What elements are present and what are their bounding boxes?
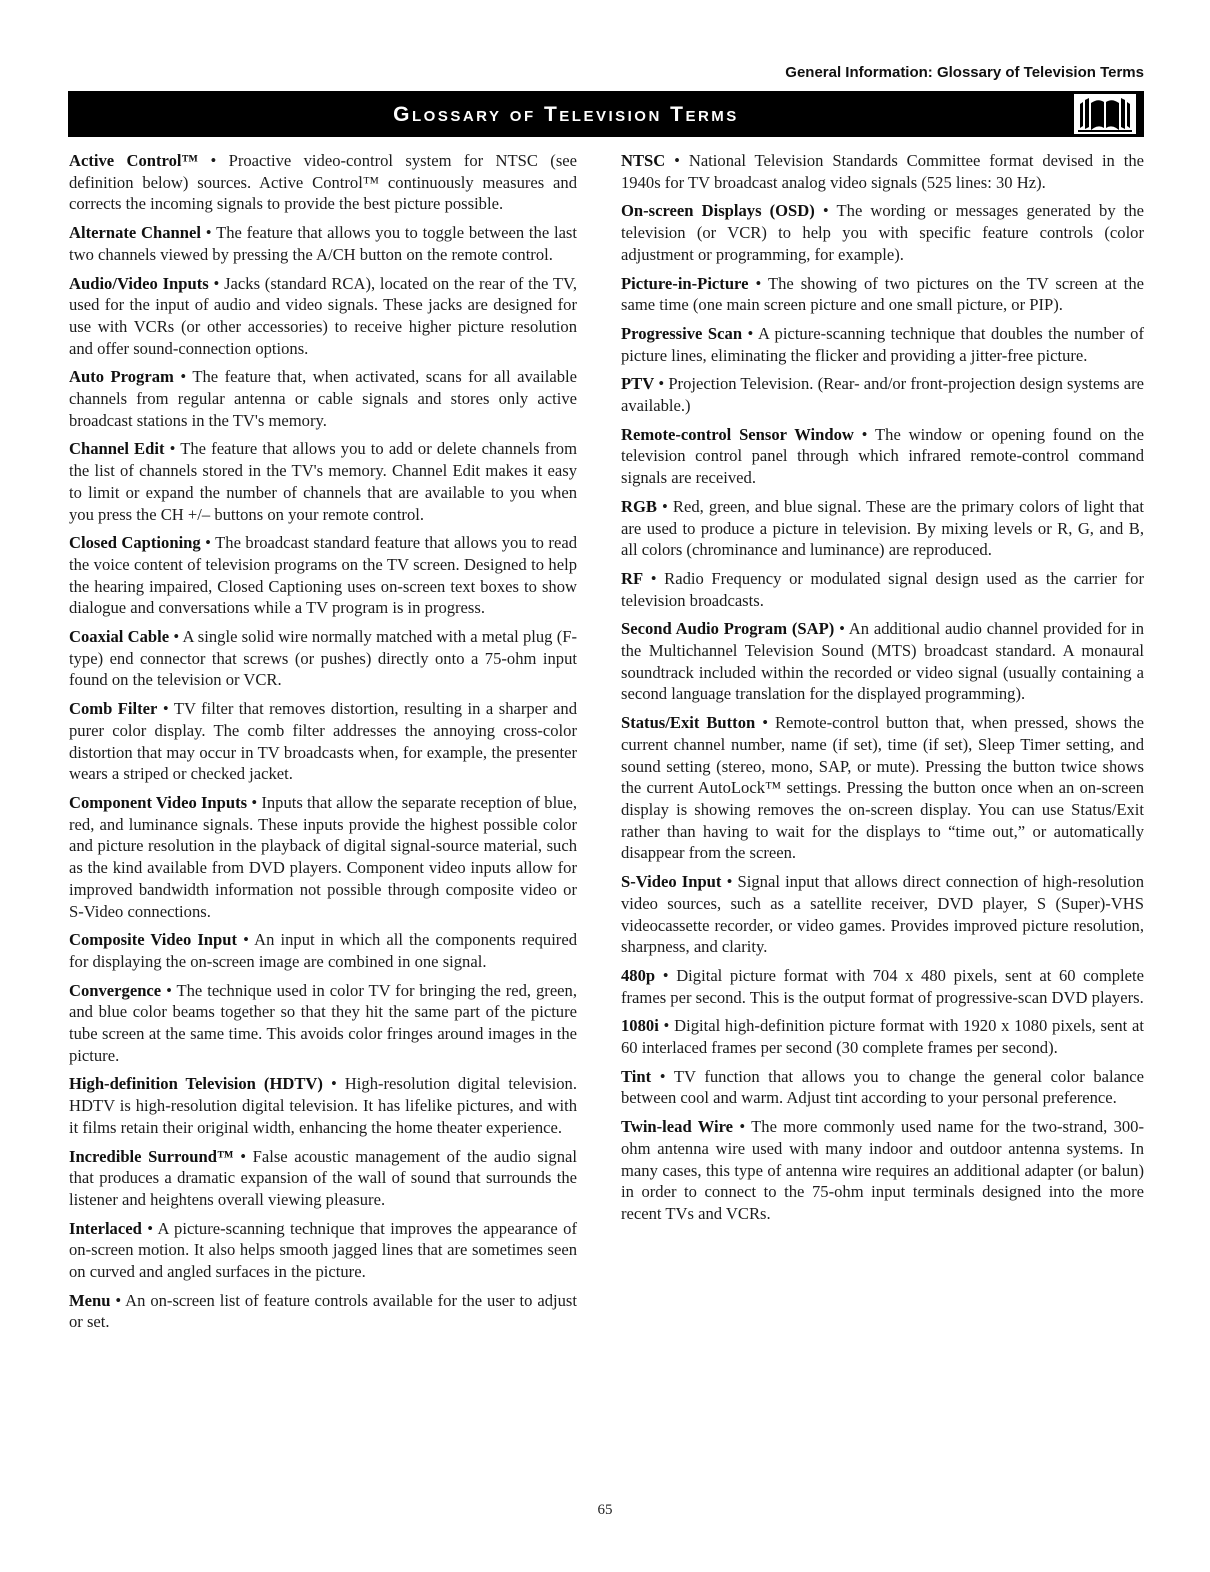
glossary-entry: Auto Program • The feature that, when activated, scans for all available channels from regular antenna or cable signals and stores only active broadcast stations in the TV's memory. xyxy=(69,367,578,430)
glossary-definition: An additional audio channel provided for in the Multichannel Television Sound (MTS) broadcast standard. A monaural soundtrack included within the recorded or video signal (usually containing a second language translation for the displayed programming). xyxy=(621,619,1144,704)
glossary-term: Active Control™ xyxy=(69,151,199,170)
glossary-term: RF xyxy=(621,568,644,588)
glossary-entry: Remote-control Sensor Window • The window or opening found on the television control panel through which infrared remote-control command signals are received. xyxy=(621,424,1144,488)
glossary-definition: An input in which all the components required for displaying the on-screen image are combined in one signal. xyxy=(69,930,577,971)
glossary-definition: A picture-scanning technique that doubles the number of picture lines, eliminating the flicker and providing a jitter-free picture. xyxy=(621,323,1144,365)
glossary-term: Channel Edit xyxy=(69,439,165,459)
glossary-term: RGB xyxy=(621,496,657,516)
glossary-entry: Composite Video Input • An input in which all the components required for displaying the on-screen image are combined in one signal. xyxy=(69,930,577,971)
glossary-definition: A picture-scanning technique that improves the appearance of on-screen motion. It also helps smooth jagged lines that are sometimes seen on curved and angled surfaces in the picture. xyxy=(69,1218,577,1282)
glossary-entry: Component Video Inputs • Inputs that allow the separate reception of blue, red, and luminance signals. These inputs provide the highest possible color and picture resolution in the playback of digital signal-source material, such as the kind available from DVD players. Component video inputs allow for improved bandwidth information not possible through composite video or S-Video connections. xyxy=(69,792,577,921)
glossary-entry: Active Control™ • Proactive video-control system for NTSC (see definition below) sources. Active Control™ continuously measures and corrects the incoming signals to provide the best picture possible. xyxy=(69,151,578,214)
glossary-entry: Menu • An on-screen list of feature controls available for the user to adjust or set. xyxy=(69,1290,577,1332)
glossary-entry: Alternate Channel • The feature that allows you to toggle between the last two channels viewed by pressing the A/CH button on the remote control. xyxy=(69,223,578,264)
glossary-entry: Incredible Surround™ • False acoustic management of the audio signal that produces a dramatic expansion of the wall of sound that surrounds the listener and heightens overall viewing pleasure. xyxy=(69,1146,577,1209)
right-column xyxy=(621,150,1144,1232)
glossary-entry: Closed Captioning • The broadcast standard feature that allows you to read the voice content of television programs on the TV screen. Designed to help the hearing impaired, Closed Captioning uses on-screen text boxes to show dialogue and conversations while a TV program is in progress. xyxy=(69,533,577,618)
glossary-entry: RF • Radio Frequency or modulated signal design used as the carrier for television broadcasts. xyxy=(621,568,1144,610)
glossary-definition: Projection Television. (Rear- and/or front-projection design systems are available.) xyxy=(621,374,1145,416)
glossary-definition: High-resolution digital television. HDTV is high-resolution digital television. It has lifelike pictures, and with it films retain their original width, enhancing the home theater experience. xyxy=(69,1074,577,1137)
glossary-entry: PTV • Projection Television. (Rear- and/or front-projection design systems are available.) xyxy=(621,374,1145,416)
glossary-definition: Red, green, and blue signal. These are the primary colors of light that are used to produce a picture in television. By mixing levels or R, G, and B, all colors (chrominance and luminance) are reproduced. xyxy=(621,496,1145,560)
glossary-definition: A single solid wire normally matched with a metal plug (F-type) end connector that screws (or pushes) directly onto a 75-ohm input found on the television or VCR. xyxy=(69,627,577,690)
glossary-term: Twin-lead Wire xyxy=(621,1117,734,1137)
glossary-definition: The broadcast standard feature that allows you to read the voice content of television programs on the TV screen. Designed to help the hearing impaired, Closed Captioning uses on-screen text boxes to show dialogue and conversations while a TV program is in progress. xyxy=(69,533,577,618)
glossary-definition: Digital high-definition picture format with 1920 x 1080 pixels, sent at 60 interlaced frames per second (30 complete frames per second). xyxy=(621,1016,1144,1058)
glossary-definition: Radio Frequency or modulated signal design used as the carrier for television broadcasts. xyxy=(621,568,1144,610)
glossary-term: Coaxial Cable xyxy=(69,627,170,647)
glossary-definition: TV filter that removes distortion, resulting in a sharper and purer color display. The comb filter addresses the annoying cross-color distortion that may occur in TV broadcasts when, for example, the presenter wears a striped or checked jacket. xyxy=(69,699,577,784)
glossary-entry: Interlaced • A picture-scanning technique that improves the appearance of on-screen motion. It also helps smooth jagged lines that are sometimes seen on curved and angled surfaces in the picture. xyxy=(69,1218,577,1282)
glossary-entry: Convergence • The technique used in color TV for bringing the red, green, and blue color beams together so that they hit the same part of the picture tube screen at the same time. This avoids color fringes around images in the picture. xyxy=(69,980,577,1065)
glossary-entry: Comb Filter • TV filter that removes distortion, resulting in a sharper and purer color display. The comb filter addresses the annoying cross-color distortion that may occur in TV broadcasts when, for example, the presenter wears a striped or checked jacket. xyxy=(69,699,577,784)
page-number: 65 xyxy=(597,1502,613,1518)
glossary-term: Second Audio Program (SAP) xyxy=(621,619,835,639)
glossary-entry: High-definition Television (HDTV) • High-resolution digital television. HDTV is high-resolution digital television. It has lifelike pictures, and with it films retain their original width, enhancing the home theater experience. xyxy=(69,1074,577,1137)
glossary-entry: 480p • Digital picture format with 704 x 480 pixels, sent at 60 complete frames per second. This is the output format of progressive-scan DVD players. xyxy=(621,965,1144,1007)
glossary-definition: Digital picture format with 704 x 480 pixels, sent at 60 complete frames per second. This is the output format of progressive-scan DVD players. xyxy=(621,965,1144,1007)
glossary-term: 1080i xyxy=(621,1016,659,1036)
glossary-definition: Remote-control button that, when pressed, shows the current channel number, name (if set), time (if set), Sleep Timer setting, and sound setting (stereo, mono, SAP, or mute). Pressing the button twice shows the current AutoLock™ settings. Pressing the button once when an on-screen display is showing removes the on-screen display. You can use Status/Exit rather than having to wait for the displays to “time out,” or automatically disappear from the screen. xyxy=(621,713,1144,863)
running-head: General Information: Glossary of Television Terms xyxy=(785,64,1144,81)
glossary-term: Picture-in-Picture xyxy=(621,273,749,293)
glossary-entry: RGB • Red, green, and blue signal. These are the primary colors of light that are used to produce a picture in television. By mixing levels or R, G, and B, all colors (chrominance and luminance) are reproduced. xyxy=(621,496,1145,560)
glossary-definition: The feature that allows you to add or delete channels from the list of channels stored in the TV's memory. Channel Edit makes it easy to limit or expand the number of channels that are available to you when you press the CH +/– buttons on your remote control. xyxy=(69,439,577,524)
glossary-term: Closed Captioning xyxy=(69,533,201,553)
glossary-term: High-definition Television (HDTV) xyxy=(69,1074,323,1094)
glossary-definition: The feature that allows you to toggle between the last two channels viewed by pressing the A/CH button on the remote control. xyxy=(69,223,578,264)
glossary-entry: Audio/Video Inputs • Jacks (standard RCA), located on the rear of the TV, used for the input of audio and video signals. These jacks are designed for use with VCRs (or other accessories) to receive higher picture resolution and offer sound-connection options. xyxy=(69,273,578,358)
glossary-entry: Channel Edit • The feature that allows you to add or delete channels from the list of channels stored in the TV's memory. Channel Edit makes it easy to limit or expand the number of channels that are available to you when you press the CH +/– buttons on your remote control. xyxy=(69,439,577,524)
glossary-definition: The window or opening found on the television control panel through which infrared remote-control command signals are received. xyxy=(621,424,1144,488)
glossary-entry: 1080i • Digital high-definition picture format with 1920 x 1080 pixels, sent at 60 interlaced frames per second (30 complete frames per second). xyxy=(621,1016,1144,1058)
glossary-term: Remote-control Sensor Window xyxy=(621,424,854,444)
glossary-term: Auto Program xyxy=(69,367,174,387)
glossary-term: Tint xyxy=(621,1066,652,1086)
glossary-term: Status/Exit Button xyxy=(621,713,756,733)
glossary-entry: Coaxial Cable • A single solid wire normally matched with a metal plug (F-type) end connector that screws (or pushes) directly onto a 75-ohm input found on the television or VCR. xyxy=(69,627,577,690)
glossary-entry: Second Audio Program (SAP) • An additional audio channel provided for in the Multichannel Television Sound (MTS) broadcast standard. A monaural soundtrack included within the recorded or video signal (usually containing a second language translation for the displayed programming). xyxy=(621,619,1144,704)
glossary-definition: Inputs that allow the separate reception of blue, red, and luminance signals. These inputs provide the highest possible color and picture resolution in the playback of digital signal-source material, such as the kind available from DVD players. Component video inputs allow for improved bandwidth information not possible through composite video or S-Video connections. xyxy=(69,792,577,921)
glossary-definition: An on-screen list of feature controls available for the user to adjust or set. xyxy=(69,1290,577,1332)
glossary-definition: The wording or messages generated by the television (or VCR) to help you with specific feature controls (color adjustment or programming, for example). xyxy=(621,201,1145,264)
glossary-term: Menu xyxy=(69,1290,111,1310)
glossary-term: S-Video Input xyxy=(621,872,722,892)
page-title: Glossary of Television Terms xyxy=(393,103,739,126)
glossary-definition: TV function that allows you to change the general color balance between cool and warm. Adjust tint according to your personal preference. xyxy=(621,1066,1145,1108)
glossary-definition: False acoustic management of the audio signal that produces a dramatic expansion of the wall of sound that surrounds the listener and heightens overall viewing pleasure. xyxy=(69,1146,577,1209)
glossary-entry: On-screen Displays (OSD) • The wording or messages generated by the television (or VCR) to help you with specific feature controls (color adjustment or programming, for example). xyxy=(621,201,1145,264)
glossary-term: PTV xyxy=(621,374,655,394)
glossary-definition: Jacks (standard RCA), located on the rear of the TV, used for the input of audio and video signals. These jacks are designed for use with VCRs (or other accessories) to receive higher picture resolution and offer sound-connection options. xyxy=(69,273,578,358)
glossary-definition: The technique used in color TV for bringing the red, green, and blue color beams together so that they hit the same part of the picture tube screen at the same time. This avoids color fringes around images in the picture. xyxy=(69,980,577,1065)
glossary-definition: Signal input that allows direct connection of high-resolution video sources, such as a satellite receiver, DVD player, S (Super)-VHS videocassette recorder, or video games. Provides improved picture resolution, sharpness, and clarity. xyxy=(621,872,1144,957)
glossary-term: On-screen Displays (OSD) xyxy=(621,201,815,221)
glossary-term: NTSC xyxy=(621,151,666,170)
glossary-term: Incredible Surround™ xyxy=(69,1146,234,1166)
glossary-entry: S-Video Input • Signal input that allows direct connection of high-resolution video sources, such as a satellite receiver, DVD player, S (Super)-VHS videocassette recorder, or video games. Provides improved picture resolution, sharpness, and clarity. xyxy=(621,872,1144,957)
glossary-entry: Picture-in-Picture • The showing of two pictures on the TV screen at the same time (one main screen picture and one small picture, or PIP). xyxy=(621,273,1144,315)
glossary-definition: The more commonly used name for the two-strand, 300-ohm antenna wire used with many indoor and outdoor antenna systems. In many cases, this type of antenna wire requires an additional adapter (or balun) in order to connect to the 75-ohm input terminals designed into the more recent TVs and VCRs. xyxy=(621,1117,1144,1223)
title-bar xyxy=(68,91,1144,137)
left-column xyxy=(69,150,577,1340)
glossary-entry: Progressive Scan • A picture-scanning technique that doubles the number of picture lines, eliminating the flicker and providing a jitter-free picture. xyxy=(621,323,1144,365)
glossary-term: Convergence xyxy=(69,980,162,1000)
glossary-term: Progressive Scan xyxy=(621,323,743,343)
glossary-term: 480p xyxy=(621,965,656,985)
glossary-definition: The feature that, when activated, scans for all available channels from regular antenna or cable signals and stores only active broadcast stations in the TV's memory. xyxy=(69,367,578,430)
glossary-entry: Status/Exit Button • Remote-control button that, when pressed, shows the current channel number, name (if set), time (if set), Sleep Timer setting, and sound setting (stereo, mono, SAP, or mute). Pressing the button twice shows the current AutoLock™ settings. Pressing the button once when an on-screen display is showing removes the on-screen display. You can use Status/Exit rather than having to wait for the displays to “time out,” or automatically disappear from the screen. xyxy=(621,713,1144,863)
glossary-term: Audio/Video Inputs xyxy=(69,273,209,293)
glossary-definition: Proactive video-control system for NTSC (see definition below) sources. Active Control™ continuously measures and corrects the incoming signals to provide the best picture possible. xyxy=(69,151,578,214)
glossary-definition: National Television Standards Committee format devised in the 1940s for TV broadcast analog video signals (525 lines: 30 Hz). xyxy=(621,151,1145,192)
glossary-entry: Twin-lead Wire • The more commonly used name for the two-strand, 300-ohm antenna wire used with many indoor and outdoor antenna systems. In many cases, this type of antenna wire requires an additional adapter (or balun) in order to connect to the 75-ohm input terminals designed into the more recent TVs and VCRs. xyxy=(621,1117,1144,1223)
glossary-entry: NTSC • National Television Standards Committee format devised in the 1940s for TV broadcast analog video signals (525 lines: 30 Hz). xyxy=(621,151,1145,192)
book-icon xyxy=(1074,94,1136,134)
glossary-term: Alternate Channel xyxy=(69,223,201,243)
glossary-term: Component Video Inputs xyxy=(69,792,248,812)
glossary-definition: The showing of two pictures on the TV screen at the same time (one main screen picture and one small picture, or PIP). xyxy=(621,273,1144,315)
glossary-term: Comb Filter xyxy=(69,699,158,719)
glossary-term: Composite Video Input xyxy=(69,930,238,950)
glossary-entry: Tint • TV function that allows you to change the general color balance between cool and warm. Adjust tint according to your personal preference. xyxy=(621,1066,1145,1108)
glossary-term: Interlaced xyxy=(69,1218,142,1238)
